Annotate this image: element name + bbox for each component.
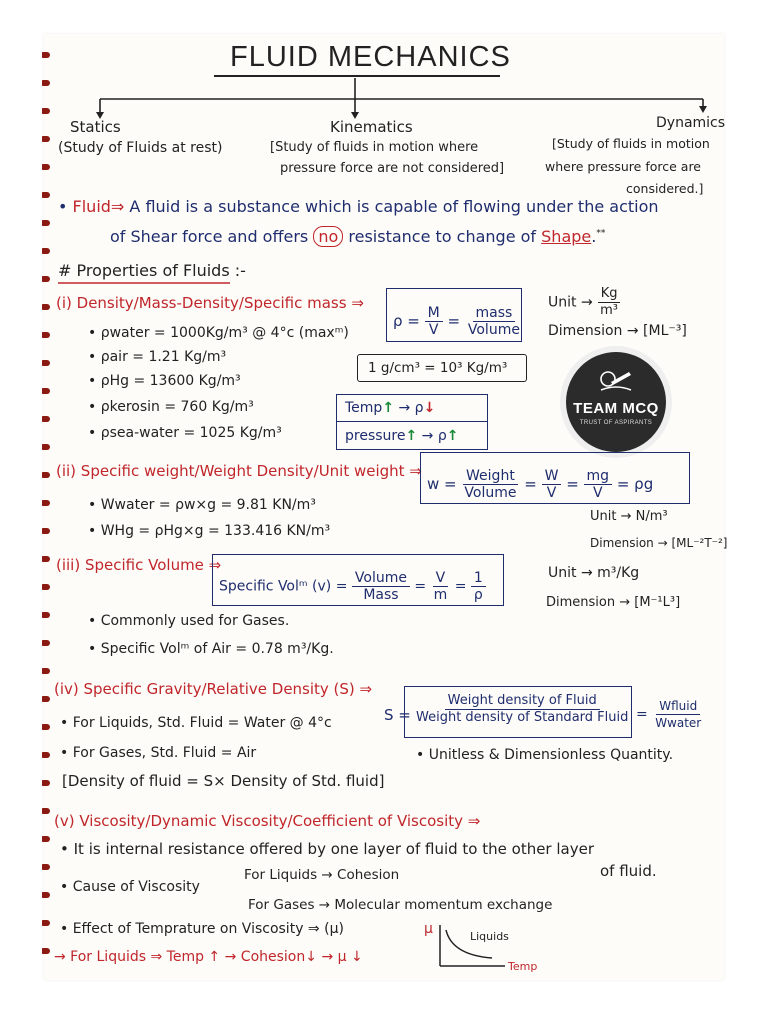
logo-pen-icon	[599, 368, 633, 394]
viscosity-cause-liquids: For Liquids → Cohesion	[244, 867, 400, 883]
density-item-air: • ρair = 1.21 Kg/m³	[88, 349, 227, 365]
viscosity-effect: • Effect of Temprature on Viscosity ⇒ (μ)	[60, 921, 344, 937]
specific-volume-note-1: • Commonly used for Gases.	[88, 613, 290, 629]
pressure-relation: pressure↑ → ρ↑	[345, 428, 459, 444]
graph-curve-label: Liquids	[470, 930, 509, 943]
viscosity-heading: (v) Viscosity/Dynamic Viscosity/Coefficient of Viscosity ⇒	[54, 812, 481, 830]
graph-y-label: μ	[424, 921, 433, 937]
properties-heading: # Properties of Fluids :-	[58, 261, 246, 280]
viscosity-liquids-effect: → For Liquids ⇒ Temp ↑ → Cohesion↓ → μ ↓	[54, 949, 363, 965]
viscosity-definition-1: • It is internal resistance offered by one layer of fluid to the other layer	[60, 840, 595, 858]
page-title: FLUID MECHANICS	[230, 41, 511, 73]
specific-weight-formula-box: w = $\frac{\text{Weight}}{\text{Volume}}$ = $\frac{W}{V}$ = $\frac{mg}{V}$ = ρg	[420, 452, 690, 504]
temp-relation: Temp↑ → ρ↓	[345, 400, 436, 416]
specific-gravity-unitless: • Unitless & Dimensionless Quantity.	[416, 747, 674, 763]
team-mcq-logo: TEAM MCQ TRUST OF ASPIRANTS	[566, 352, 666, 452]
conversion-box: 1 g/cm³ = 10³ Kg/m³	[357, 354, 527, 382]
density-relation: [Density of fluid = S× Density of Std. fluid]	[62, 772, 385, 790]
specific-gravity-gases: • For Gases, Std. Fluid = Air	[60, 745, 257, 761]
temp-pressure-table	[336, 394, 488, 450]
specific-weight-water: • Wwater = ρw×g = 9.81 KN/m³	[88, 497, 316, 513]
statics-desc: (Study of Fluids at rest)	[58, 140, 223, 156]
density-heading: (i) Density/Mass-Density/Specific mass ⇒	[56, 294, 364, 312]
dynamics-label: Dynamics	[656, 115, 726, 131]
viscosity-definition-2: of fluid.	[600, 862, 657, 880]
graph-x-label: Temp	[508, 960, 538, 973]
viscosity-cause-label: • Cause of Viscosity	[60, 879, 200, 895]
fluid-term: Fluid	[72, 197, 111, 216]
fluid-def-text: A fluid is a substance which is capable of flowing under the action	[129, 197, 659, 216]
kinematics-label: Kinematics	[330, 118, 413, 136]
dynamics-desc-3: considered.]	[626, 181, 704, 196]
kinematics-desc-1: [Study of fluids in motion where	[270, 140, 479, 155]
statics-label: Statics	[70, 118, 121, 136]
specific-weight-heading: (ii) Specific weight/Weight Density/Unit weight ⇒	[56, 462, 422, 480]
dynamics-desc-2: where pressure force are	[545, 159, 701, 174]
shape-word: Shape	[541, 227, 592, 246]
specific-weight-hg: • WHg = ρHg×g = 133.416 KN/m³	[88, 523, 331, 539]
specific-volume-unit: Unit → m³/Kg	[548, 565, 640, 581]
density-item-hg: • ρHg = 13600 Kg/m³	[88, 373, 241, 389]
kinematics-desc-2: pressure force are not considered]	[280, 161, 505, 176]
fluid-arrow: ⇒	[110, 197, 125, 216]
specific-gravity-heading: (iv) Specific Gravity/Relative Density (S) ⇒	[54, 680, 373, 698]
specific-gravity-liquids: • For Liquids, Std. Fluid = Water @ 4°c	[60, 715, 332, 731]
density-item-water: • ρwater = 1000Kg/m³ @ 4°c (maxᵐ)	[88, 325, 349, 341]
specific-volume-dimension: Dimension → [M⁻¹L³]	[546, 595, 681, 610]
density-item-seawater: • ρsea-water = 1025 Kg/m³	[88, 425, 282, 441]
specific-gravity-formula-box: $\frac{\text{Weight density of Fluid}}{\text{Weight density of Standard Fluid}}$	[404, 686, 632, 738]
specific-weight-unit: Unit → N/m³	[590, 509, 668, 524]
specific-weight-dimension: Dimension → [ML⁻²T⁻²]	[590, 536, 728, 550]
bullet: •	[58, 197, 68, 216]
specific-gravity-ratio: = $\frac{\text{Wfluid}}{\text{Wwater}}$	[636, 699, 702, 730]
viscosity-cause-gases: For Gases → Molecular momentum exchange	[248, 897, 553, 913]
dynamics-desc-1: [Study of fluids in motion	[552, 136, 710, 151]
specific-volume-heading: (iii) Specific Volume ⇒	[56, 556, 222, 574]
density-item-kerosin: • ρkerosin = 760 Kg/m³	[88, 399, 254, 415]
no-circled: no	[313, 226, 343, 247]
specific-volume-formula-box: Specific Volᵐ (v) = $\frac{\text{Volume}}{\text{Mass}}$ = $\frac{V}{m}$ = $\frac{1}{\rho}$	[212, 554, 504, 606]
specific-volume-note-2: • Specific Volᵐ of Air = 0.78 m³/Kg.	[88, 641, 334, 657]
density-formula-box: ρ = $\frac{M}{V}$ = $\frac{\text{mass}}{\text{Volume}}$	[386, 288, 522, 342]
density-dimension: Dimension → [ML⁻³]	[548, 323, 687, 339]
stars: **	[596, 228, 606, 239]
specific-gravity-s: S =	[384, 706, 411, 724]
fluid-definition-line2: of Shear force and offers no resistance to change of Shape.**	[110, 227, 606, 246]
fluid-definition-line1	[58, 198, 659, 216]
density-unit: Unit → $\frac{Kg}{\text{m³}}$	[548, 286, 621, 319]
